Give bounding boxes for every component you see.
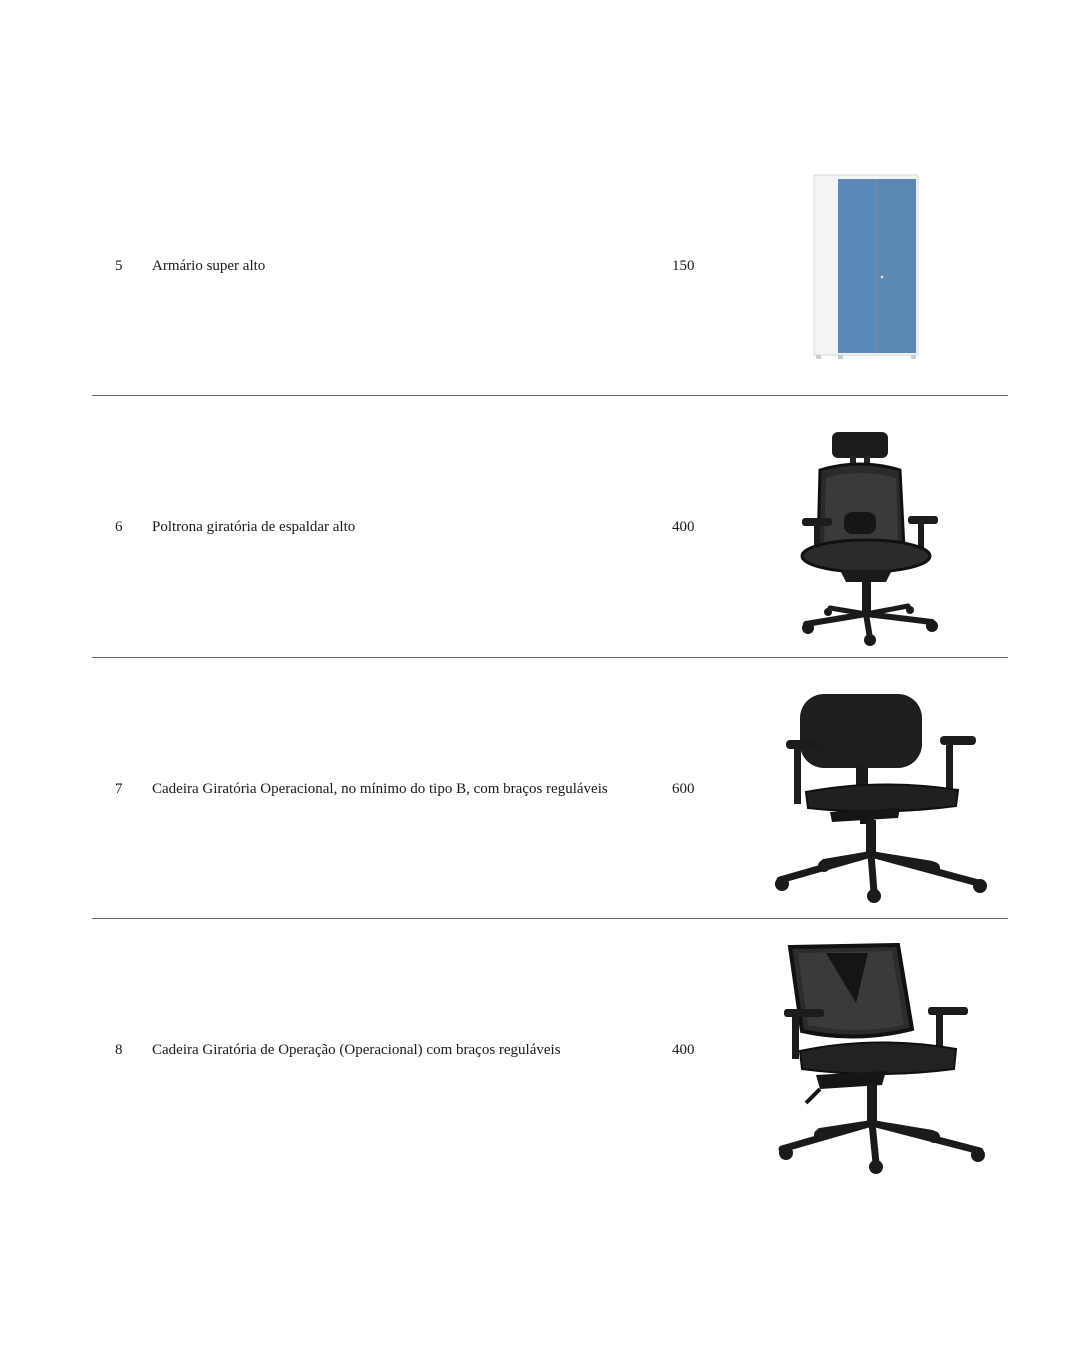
item-quantity: 150 [672,258,695,274]
item-number: 5 [115,258,123,274]
table-row [92,396,1008,657]
upholstered-task-chair-icon [770,692,992,908]
item-number: 6 [115,519,123,535]
item-quantity: 600 [672,781,695,797]
item-description: Poltrona giratória de espaldar alto [152,519,356,535]
table-row [92,919,1008,1180]
item-description: Armário super alto [152,258,266,274]
mesh-task-chair-icon [776,943,988,1179]
table-row [92,135,1008,396]
high-back-mesh-chair-icon [800,430,950,646]
item-description: Cadeira Giratória de Operação (Operacional) com braços reguláveis [152,1042,561,1058]
item-description: Cadeira Giratória Operacional, no mínimo do tipo B, com braços reguláveis [152,781,608,797]
table-row [92,658,1008,919]
item-quantity: 400 [672,519,695,535]
item-number: 7 [115,781,123,797]
item-number: 8 [115,1042,123,1058]
tall-cabinet-icon [810,173,922,361]
item-quantity: 400 [672,1042,695,1058]
